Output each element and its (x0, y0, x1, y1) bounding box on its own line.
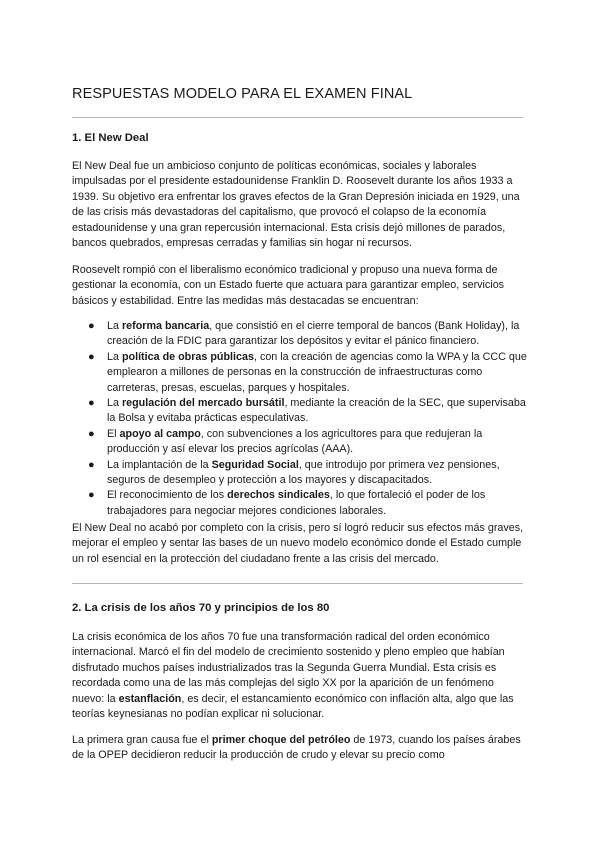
bullet-icon: ● (88, 397, 95, 410)
new-deal-measures-list (88, 319, 527, 519)
section-2-heading: 2. La crisis de los años 70 y principios de los 80 (72, 602, 330, 614)
list-item: ● El apoyo al campo, con subvenciones a los agricultores para que redujeran la producción y así elevar los precios agrícolas (AAA). (88, 427, 483, 456)
bold-term: política de obras públicas (121, 350, 254, 363)
list-item: ● La regulación del mercado bursátil, mediante la creación de la SEC, que supervisaba la Bolsa y evitaba prácticas especulativas. (88, 397, 526, 425)
bold-term: reforma bancaria (121, 320, 210, 332)
bold-term: regulación del mercado bursátil (121, 397, 285, 410)
list-item: ● La reforma bancaria, que consistió en el cierre temporal de bancos (Bank Holiday), la creación de la FDIC para garantizar los depósitos y evitar el pánico financiero. (88, 320, 520, 348)
list-item: ● La implantación de la Seguridad Social, que introdujo por primera vez pensiones, seguros de desempleo y protección a los mayores y discapacitados. (88, 458, 500, 487)
bold-term: estanflación (118, 692, 182, 705)
document-title: RESPUESTAS MODELO PARA EL EXAMEN FINAL (72, 86, 413, 102)
section-1-heading: 1. El New Deal (72, 132, 149, 144)
section-2-paragraph-1: La crisis económica de los años 70 fue una transformación radical del orden económico internacional. Marcó el fin del modelo de crecimiento sostenido y pleno empleo que habían disfrutado muchos países industrializados tras la Segunda Guerra Mundial. Esta crisis es recordada como una de las más complejas del siglo XX por la aparición de un fenómeno nuevo: la estanflación, es decir, el estancamiento económico con inflación alta, algo que las teorías keynesianas no podían explicar ni solucionar. (72, 631, 514, 721)
list-item: ● La política de obras públicas, con la creación de agencias como la WPA y la CCC que emplearon a millones de personas en la construcción de infraestructuras como carreteras, presas, escuelas, parques y hospitales. (88, 350, 527, 394)
bullet-icon: ● (88, 320, 95, 332)
list-item: ● El reconocimiento de los derechos sindicales, lo que fortaleció el poder de los trabajadores para negociar mejores condiciones laborales. (88, 489, 486, 517)
bullet-icon: ● (88, 458, 95, 471)
section-1-paragraph-1: El New Deal fue un ambicioso conjunto de políticas económicas, sociales y laborales impulsadas por el presidente estadounidense Franklin D. Roosevelt durante los años 1933 a 1939. Su objetivo era enfrentar los graves efectos de la Gran Depresión iniciada en 1929, una de las crisis más devastadoras del capitalismo, que provocó el colapso de la economía estadounidense y una gran repercusión internacional. Esta crisis dejó millones de parados, bancos quebrados, empresas cerradas y familias sin hogar ni recursos. (72, 160, 520, 250)
bullet-icon: ● (88, 350, 95, 363)
bullet-icon: ● (88, 427, 95, 440)
section-1-conclusion: El New Deal no acabó por completo con la crisis, pero sí logró reducir sus efectos más graves, mejorar el empleo y sentar las bases de un nuevo modelo económico donde el Estado cumple un rol esencial en la protección del ciudadano frente a las crisis del mercado. (72, 522, 524, 565)
bold-term: derechos sindicales (227, 489, 330, 502)
bold-term: apoyo al campo (119, 427, 201, 440)
bullet-icon: ● (88, 489, 95, 502)
bold-term: Seguridad Social (211, 458, 299, 471)
section-1-paragraph-2: Roosevelt rompió con el liberalismo económico tradicional y propuso una nueva forma de gestionar la economía, con un Estado fuerte que actuara para garantizar empleo, servicios básicos y estabilidad. Entre las medidas más destacadas se encuentran: (72, 264, 505, 307)
section-divider (72, 583, 523, 584)
section-2-paragraph-2: La primera gran causa fue el primer choque del petróleo de 1973, cuando los países árabes de la OPEP decidieron reducir la producción de crudo y elevar su precio como (72, 734, 521, 762)
bold-term: primer choque del petróleo (211, 734, 351, 746)
section-divider (72, 117, 523, 118)
